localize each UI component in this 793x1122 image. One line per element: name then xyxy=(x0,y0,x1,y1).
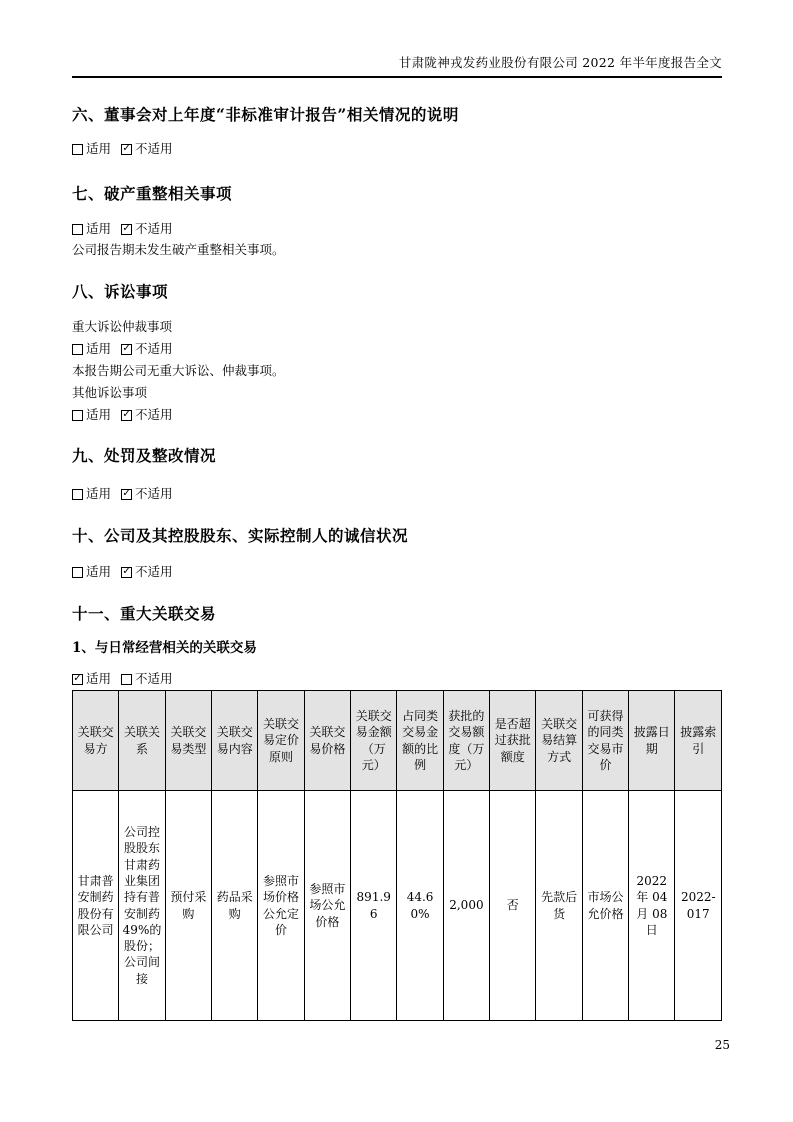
checkbox-label: 适用 xyxy=(86,564,112,579)
checkbox-icon xyxy=(72,344,83,355)
checkbox-label: 适用 xyxy=(86,141,112,156)
section-11-sub1-title: 1、与日常经营相关的关联交易 xyxy=(72,640,257,656)
table-header-row xyxy=(73,691,722,791)
section-7-note: 公司报告期未发生破产重整相关事项。 xyxy=(72,242,285,257)
page-number: 25 xyxy=(714,1038,730,1052)
checkbox-label: 不适用 xyxy=(135,486,173,501)
check-mark-icon: ✓ xyxy=(122,409,131,420)
table-cell-approved-quota: 2,000 xyxy=(443,791,489,1021)
table-header-cell: 获批的交易额度（万元） xyxy=(443,691,489,791)
checkbox-icon xyxy=(121,567,132,578)
table-cell-transaction-content: 药品采购 xyxy=(212,791,258,1021)
table-header-cell: 披露索引 xyxy=(675,691,722,791)
checkbox-icon xyxy=(121,489,132,500)
section-7-applicability xyxy=(72,221,722,237)
section-7-title: 七、破产重整相关事项 xyxy=(72,184,233,203)
table-cell-transaction-amount: 891.96 xyxy=(351,791,397,1021)
checkbox-applicable[interactable] xyxy=(72,407,111,423)
checkbox-icon xyxy=(121,224,132,235)
checkbox-not-applicable[interactable] xyxy=(121,141,173,157)
checkbox-label: 适用 xyxy=(86,407,112,422)
checkbox-applicable[interactable] xyxy=(72,221,111,237)
checkbox-label: 适用 xyxy=(86,341,112,356)
section-9-applicability xyxy=(72,486,722,502)
table-cell-transaction-type: 预付采购 xyxy=(165,791,211,1021)
page-header-title: 甘肃陇神戎发药业股份有限公司 2022 年半年度报告全文 xyxy=(72,0,722,78)
check-mark-icon: ✓ xyxy=(122,566,131,577)
checkbox-label: 不适用 xyxy=(135,407,173,422)
check-mark-icon: ✓ xyxy=(122,488,131,499)
checkbox-label: 不适用 xyxy=(135,341,173,356)
checkbox-label: 不适用 xyxy=(135,141,173,156)
checkbox-label: 不适用 xyxy=(135,671,173,686)
table-header-cell: 关联交易定价原则 xyxy=(258,691,304,791)
table-header-cell: 披露日期 xyxy=(629,691,675,791)
table-cell-transaction-price: 参照市场公允价格 xyxy=(304,791,350,1021)
checkbox-icon xyxy=(72,489,83,500)
checkbox-label: 不适用 xyxy=(135,564,173,579)
checkbox-label: 不适用 xyxy=(135,221,173,236)
checkbox-icon xyxy=(121,344,132,355)
section-10-title: 十、公司及其控股股东、实际控制人的诚信状况 xyxy=(72,526,409,545)
other-litigation-label: 其他诉讼事项 xyxy=(72,385,148,400)
other-litigation-applicability xyxy=(72,407,722,423)
check-mark-icon: ✓ xyxy=(122,223,131,234)
checkbox-icon xyxy=(72,567,83,578)
table-header-cell: 关联关系 xyxy=(119,691,165,791)
table-header-cell: 关联交易金额（万元） xyxy=(351,691,397,791)
checkbox-icon xyxy=(121,144,132,155)
table-cell-proportion: 44.60% xyxy=(397,791,443,1021)
section-8-title: 八、诉讼事项 xyxy=(72,282,169,301)
table-header-cell: 关联交易类型 xyxy=(165,691,211,791)
section-11-title: 十一、重大关联交易 xyxy=(72,604,217,623)
table-row xyxy=(73,791,722,1021)
section-11-applicability xyxy=(72,671,722,687)
checkbox-icon xyxy=(72,410,83,421)
table-cell-relationship: 公司控股股东甘肃药业集团持有普安制药49%的股份；公司间接 xyxy=(119,791,165,1021)
check-mark-icon: ✓ xyxy=(73,673,82,684)
major-litigation-label: 重大诉讼仲裁事项 xyxy=(72,319,173,334)
section-6-applicability xyxy=(72,141,722,157)
table-cell-disclosure-index: 2022-017 xyxy=(675,791,722,1021)
checkbox-not-applicable[interactable] xyxy=(121,564,173,580)
checkbox-not-applicable[interactable] xyxy=(121,221,173,237)
table-header-cell: 占同类交易金额的比例 xyxy=(397,691,443,791)
checkbox-not-applicable[interactable] xyxy=(121,341,173,357)
checkbox-label: 适用 xyxy=(86,221,112,236)
section-6-title: 六、董事会对上年度“非标准审计报告”相关情况的说明 xyxy=(72,105,459,124)
table-header-cell: 关联交易内容 xyxy=(212,691,258,791)
table-cell-pricing-principle: 参照市场价格公允定价 xyxy=(258,791,304,1021)
major-litigation-note: 本报告期公司无重大诉讼、仲裁事项。 xyxy=(72,363,285,378)
table-cell-exceed-quota: 否 xyxy=(490,791,536,1021)
table-cell-market-price: 市场公允价格 xyxy=(582,791,628,1021)
section-9-title: 九、处罚及整改情况 xyxy=(72,446,217,465)
table-cell-settlement-method: 先款后货 xyxy=(536,791,582,1021)
checkbox-icon xyxy=(121,410,132,421)
checkbox-label: 适用 xyxy=(86,486,112,501)
checkbox-not-applicable[interactable] xyxy=(121,486,173,502)
checkbox-applicable[interactable] xyxy=(72,341,111,357)
checkbox-icon xyxy=(72,674,83,685)
check-mark-icon: ✓ xyxy=(122,343,131,354)
table-header-cell: 可获得的同类交易市价 xyxy=(582,691,628,791)
related-party-transactions-table xyxy=(72,690,722,1021)
section-10-applicability xyxy=(72,564,722,580)
table-header-cell: 关联交易价格 xyxy=(304,691,350,791)
checkbox-applicable[interactable] xyxy=(72,564,111,580)
checkbox-not-applicable[interactable] xyxy=(121,407,173,423)
table-header-cell: 关联交易方 xyxy=(73,691,119,791)
table-header-cell: 是否超过获批额度 xyxy=(490,691,536,791)
checkbox-applicable[interactable] xyxy=(72,671,111,687)
table-cell-related-party: 甘肃普安制药股份有限公司 xyxy=(73,791,119,1021)
checkbox-icon xyxy=(121,674,132,685)
checkbox-applicable[interactable] xyxy=(72,141,111,157)
checkbox-icon xyxy=(72,144,83,155)
checkbox-applicable[interactable] xyxy=(72,486,111,502)
checkbox-label: 适用 xyxy=(86,671,112,686)
major-litigation-applicability xyxy=(72,341,722,357)
table-header-cell: 关联交易结算方式 xyxy=(536,691,582,791)
checkbox-not-applicable[interactable] xyxy=(121,671,173,687)
checkbox-icon xyxy=(72,224,83,235)
check-mark-icon: ✓ xyxy=(122,143,131,154)
table-cell-disclosure-date: 2022 年 04 月 08 日 xyxy=(629,791,675,1021)
